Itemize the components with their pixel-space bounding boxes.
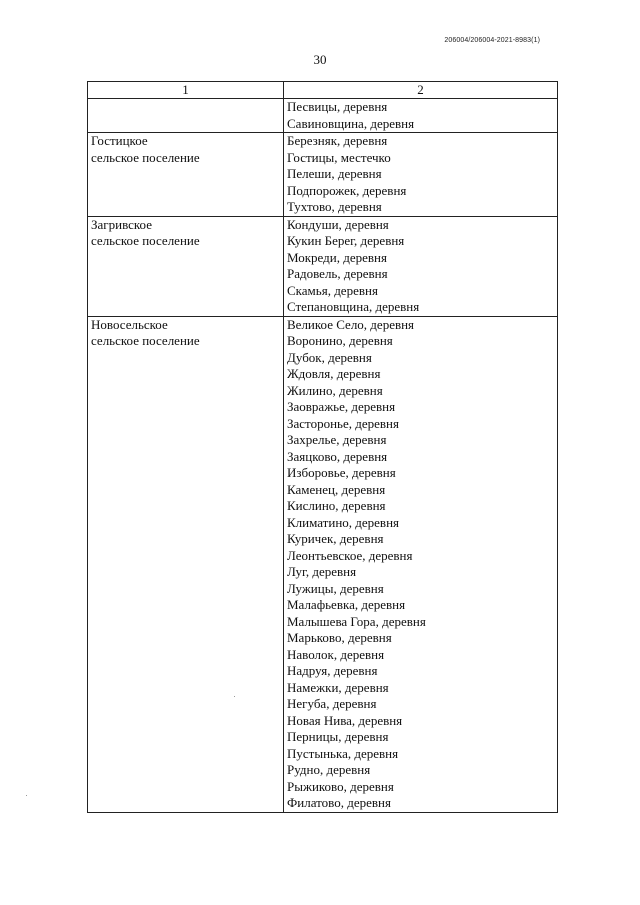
document-id: 206004/206004-2021-8983(1) <box>444 37 540 44</box>
place-entry: Негуба, деревня <box>287 696 377 711</box>
place-entry: Каменец, деревня <box>287 481 386 497</box>
place-entry: Рудно, деревня <box>287 762 371 777</box>
place-entry: Филатово, деревня <box>287 795 391 810</box>
place-entry: Малышева Гора, деревня <box>287 613 426 629</box>
place-entry: Гостицы, местечко <box>287 149 391 165</box>
table-row <box>88 133 558 217</box>
place-entry: Тухтово, деревня <box>287 199 382 214</box>
table-row <box>88 316 558 812</box>
column-header-2: 2 <box>284 82 558 99</box>
place-entry: Марьково, деревня <box>287 630 392 645</box>
place-entry: Жилино, деревня <box>287 382 383 398</box>
place-entry: Степановщина, деревня <box>287 299 420 314</box>
place-entry: Скамья, деревня <box>287 282 378 298</box>
table-body <box>88 99 558 813</box>
settlement-name-line: сельское поселение <box>91 149 200 165</box>
place-entry: Изборовье, деревня <box>287 465 396 480</box>
place-entry: Перницы, деревня <box>287 729 389 744</box>
settlements-table <box>87 81 558 813</box>
place-entry: Савиновщина, деревня <box>287 115 415 131</box>
place-entry: Заовражье, деревня <box>287 399 396 414</box>
place-entry: Пелеши, деревня <box>287 166 382 181</box>
place-entry: Пустынька, деревня <box>287 745 399 761</box>
table-row <box>88 216 558 316</box>
place-entry: Климатино, деревня <box>287 514 400 530</box>
settlement-cell <box>88 99 284 133</box>
place-entry: Подпорожек, деревня <box>287 182 407 198</box>
place-entry: Леонтьевское, деревня <box>287 547 413 563</box>
table-header-row <box>88 82 558 99</box>
place-entry: Куричек, деревня <box>287 531 384 546</box>
place-entry: Рыжиково, деревня <box>287 778 394 794</box>
place-entry: Малафьевка, деревня <box>287 597 406 612</box>
place-entry: Луг, деревня <box>287 564 357 579</box>
place-entry: Намежки, деревня <box>287 679 389 695</box>
place-entry: Кислино, деревня <box>287 498 386 513</box>
places-cell <box>284 216 558 316</box>
table-row <box>88 99 558 133</box>
settlement-name-line: Новосельское <box>91 316 168 332</box>
place-entry: Захрелье, деревня <box>287 432 387 447</box>
page-number: 30 <box>313 52 327 67</box>
place-entry: Кукин Берег, деревня <box>287 233 405 248</box>
scan-speck <box>234 696 235 697</box>
place-entry: Заяцково, деревня <box>287 448 388 464</box>
settlement-cell <box>88 133 284 217</box>
places-cell <box>284 316 558 812</box>
column-header-1: 1 <box>88 82 284 99</box>
places-cell <box>284 99 558 133</box>
place-entry: Засторонье, деревня <box>287 415 399 431</box>
place-entry: Дубок, деревня <box>287 349 372 365</box>
place-entry: Радовель, деревня <box>287 266 388 281</box>
settlement-name-line: Загривское <box>91 216 152 232</box>
settlement-name-line: Гостицкое <box>91 133 148 148</box>
settlement-cell <box>88 216 284 316</box>
place-entry: Наволок, деревня <box>287 646 385 662</box>
place-entry: Надруя, деревня <box>287 663 378 678</box>
place-entry: Песвицы, деревня <box>287 99 388 114</box>
settlement-cell <box>88 316 284 812</box>
places-cell <box>284 133 558 217</box>
place-entry: Кондуши, деревня <box>287 216 389 232</box>
place-entry: Лужицы, деревня <box>287 580 384 596</box>
place-entry: Великое Село, деревня <box>287 316 415 332</box>
place-entry: Мокреди, деревня <box>287 249 387 265</box>
scan-speck <box>26 795 27 796</box>
place-entry: Березняк, деревня <box>287 133 388 148</box>
settlement-name-line: сельское поселение <box>91 333 200 348</box>
settlement-name-line: сельское поселение <box>91 233 200 248</box>
place-entry: Воронино, деревня <box>287 333 393 348</box>
place-entry: Новая Нива, деревня <box>287 712 403 728</box>
place-entry: Ждовля, деревня <box>287 366 381 381</box>
